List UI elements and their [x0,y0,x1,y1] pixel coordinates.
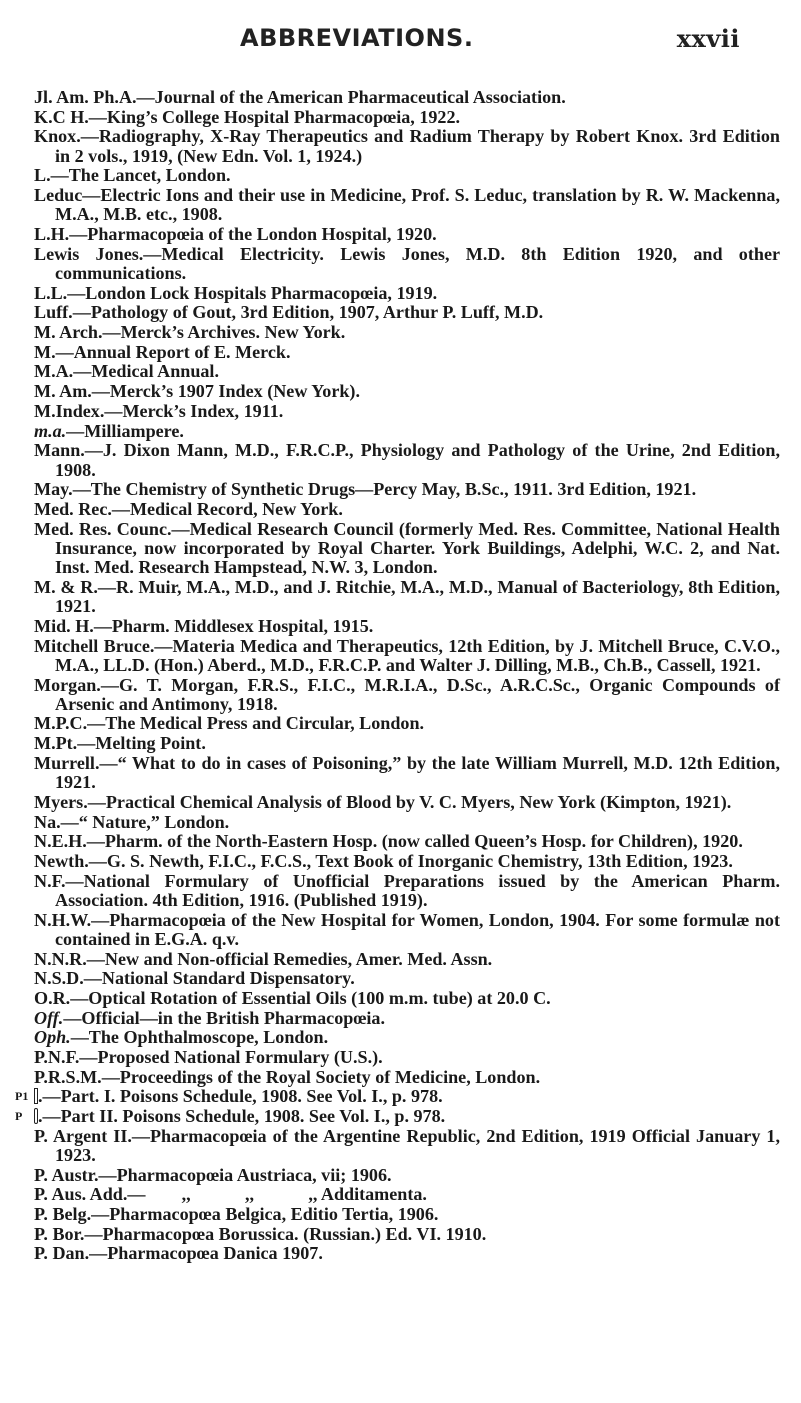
abbreviation-separator: — [69,224,88,245]
abbreviation-entry [34,754,780,793]
abbreviation-definition: Practical Chemical Analysis of Blood by V. C. Myers, New York (Kimpton, 1921). [105,791,732,812]
abbreviation-separator: — [91,909,110,930]
abbreviation-definition: Radiography, X-Ray Therapeutics and Radium Therapy by Robert Knox. 3rd Edition in 2 vols., 1919, (New Edn. Vol. 1, 1924.) [55,126,780,166]
abbreviation-entry [34,1244,780,1263]
abbreviation-entry [34,108,780,127]
abbreviation-separator: — [99,752,118,773]
page-title: ABBREVIATIONS. [240,24,474,52]
abbreviation-entry [34,617,780,636]
abbreviation-separator: — [111,498,130,519]
abbreviation-term: Mann. [34,440,85,461]
abbreviation-term: Oph. [34,1027,71,1048]
abbreviation-separator: — [91,381,110,402]
abbreviation-entry [34,578,780,617]
abbreviation-entry [34,245,780,284]
abbreviation-separator: — [87,791,106,812]
abbreviation-definition: Pathology of Gout, 3rd Edition, 1907, Arthur P. Luff, M.D. [90,302,544,323]
abbreviation-term: Myers. [34,791,88,812]
abbreviation-entry [34,441,780,480]
abbreviation-term: N.E.H. [34,831,87,852]
abbreviation-separator: — [65,870,84,891]
abbreviation-term: M. Arch. [34,322,103,343]
abbreviation-term: Med. Res. Counc. [34,518,172,539]
abbreviation-term: Na. [34,811,61,832]
abbreviation-term: M. [34,341,56,362]
abbreviation-entry [34,1068,780,1087]
abbreviation-definition: Medical Record, New York. [129,498,343,519]
abbreviation-entry [34,1048,780,1067]
abbreviation-definition: Optical Rotation of Essential Oils (100 m.m. tube) at 20.0 C. [88,987,551,1008]
abbreviation-term: P. Bor. [34,1223,85,1244]
abbreviation-separator: — [80,126,99,147]
abbreviation-definition: Pharmacopœa Borussica. (Russian.) Ed. VI. 1910. [102,1223,487,1244]
abbreviation-definition: Official—in the British Pharmacopœia. [81,1007,385,1028]
abbreviation-definition: Annual Report of E. Merck. [73,341,291,362]
abbreviation-definition: Pharmacopœia of the London Hospital, 1920. [87,224,437,245]
abbreviation-definition: London Lock Hospitals Pharmacopœia, 1919. [85,282,438,303]
abbreviation-definition: Medical Annual. [91,361,219,382]
abbreviation-definition: “ Nature,” London. [78,811,230,832]
abbreviation-entry [34,225,780,244]
abbreviation-term: P [34,1108,38,1124]
abbreviation-term: Morgan. [34,674,101,695]
abbreviation-separator: — [86,831,105,852]
abbreviation-term: M.Index. [34,400,105,421]
abbreviation-definition: Pharmacopœia of the Argentine Republic, 2nd Edition, 1919 Official January 1, 1923. [55,1125,781,1166]
abbreviation-definition: Pharmacopœia Austriaca, vii; 1906. [116,1164,392,1185]
abbreviation-entry [34,186,780,225]
abbreviation-entry [34,1127,780,1166]
abbreviation-definition: Proceedings of the Royal Society of Medicine, London. [119,1066,541,1087]
abbreviation-entry [34,969,780,988]
abbreviation-term: P1 [34,1088,38,1104]
abbreviation-entry [34,1205,780,1224]
abbreviation-term: M. & R. [34,576,98,597]
abbreviation-separator: — [63,1007,82,1028]
abbreviation-entry [34,362,780,381]
abbreviation-term: P. Dan. [34,1243,90,1264]
abbreviation-separator: — [101,1066,120,1087]
abbreviation-entry [34,500,780,519]
abbreviation-entry [34,637,780,676]
abbreviation-separator: — [84,1223,103,1244]
abbreviation-separator: — [143,243,162,264]
abbreviation-definition: Journal of the American Pharmaceutical Association. [154,87,566,107]
abbreviation-entry [34,911,780,950]
abbreviation-definition: G. S. Newth, F.I.C., F.C.S., Text Book of Inorganic Chemistry, 13th Edition, 1923. [106,850,733,871]
abbreviation-separator: — [84,440,103,461]
abbreviation-entry [34,989,780,1008]
abbreviation-entry [34,402,780,421]
abbreviation-separator: — [66,420,85,441]
abbreviation-definition: “ What to do in cases of Poisoning,” by the late William Murrell, M.D. 12th Edition, 1921. [55,752,780,793]
abbreviation-separator: — [86,948,105,969]
abbreviation-entry [34,284,780,303]
abbreviation-entry [34,1166,780,1185]
abbreviation-definition: Part II. Poisons Schedule, 1908. See Vol. I., p. 978. [60,1106,446,1127]
abbreviation-definition: R. Muir, M.A., M.D., and J. Ritchie, M.A., M.D., Manual of Bacteriology, 8th Edition, 1921. [55,576,781,617]
abbreviation-definition: Merck’s Index, 1911. [122,400,284,421]
abbreviation-definition: National Formulary of Unofficial Preparations issued by the American Pharm. Association. 4th Edition, 1916. (Published 1919). [55,870,780,910]
abbreviation-definition: Pharmacopœia of the New Hospital for Women, London, 1904. For some formulæ not contained in E.G.A. q.v. [55,909,780,949]
abbreviation-separator: — [104,400,123,421]
abbreviation-entry [34,422,780,441]
abbreviation-entry [34,676,780,715]
abbreviation-definition: Medical Research Council (formerly Med. Res. Committee, National Health Insurance, now incorporated by Royal Charter. York Buildings, Adelphi, W.C. 2, and Nat. Inst. Med. Research Hampstead, N.W. 3, London. [55,518,780,578]
abbreviation-separator: — [72,302,91,323]
abbreviation-separator: — [98,1164,117,1185]
abbreviation-list [15,87,781,1264]
abbreviation-separator: — [83,968,102,989]
page-header [240,20,740,56]
abbreviation-definition: G. T. Morgan, F.R.S., F.I.C., M.R.I.A., D.Sc., A.R.C.Sc., Organic Compounds of Arsenic and Antimony, 1918. [55,674,780,714]
abbreviation-definition: Medical Electricity. Lewis Jones, M.D. 8th Edition 1920, and other communications. [55,243,781,284]
abbreviation-entry [34,734,780,753]
abbreviation-term: Newth. [34,850,89,871]
abbreviation-term: L. [34,165,51,186]
abbreviation-term: Jl. Am. Ph.A. [34,87,137,107]
abbreviation-separator: — [154,635,173,656]
abbreviation-entry [34,520,780,578]
abbreviation-term: M. Am. [34,381,92,402]
abbreviation-entry [34,127,780,166]
abbreviation-entry [34,1185,780,1204]
abbreviation-entry [15,1106,780,1127]
abbreviation-term: Knox. [34,126,81,147]
abbreviation-definition: The Chemistry of Synthetic Drugs—Percy May, B.Sc., 1911. 3rd Edition, 1921. [90,479,697,500]
abbreviation-entry [15,1086,780,1107]
abbreviation-term: N.S.D. [34,968,84,989]
abbreviation-definition: ,, ,, ,, Additamenta. [145,1184,427,1205]
abbreviation-term: P. Belg. [34,1204,92,1225]
abbreviation-term: L.L. [34,282,68,303]
abbreviation-separator: — [102,322,121,343]
abbreviation-term: m.a. [34,420,67,441]
abbreviation-separator: — [100,674,119,695]
abbreviation-separator: — [55,341,74,362]
abbreviation-entry [34,950,780,969]
abbreviation-definition: The Ophthalmoscope, London. [88,1027,329,1048]
abbreviation-definition: Milliampere. [84,420,184,441]
abbreviation-entry [34,480,780,499]
abbreviation-separator: — [70,987,89,1008]
abbreviation-entry [34,1225,780,1244]
abbreviation-separator: — [73,361,92,382]
abbreviation-separator: — [67,282,86,303]
abbreviation-term: M.Pt. [34,733,78,754]
abbreviation-definition: The Lancet, London. [68,165,231,186]
abbreviation-separator: .— [38,1086,61,1107]
abbreviation-entry [34,813,780,832]
abbreviation-definition: Proposed National Formulary (U.S.). [97,1047,383,1067]
abbreviation-separator: — [136,87,155,107]
abbreviation-term: P. Aus. Add. [34,1184,128,1205]
abbreviation-separator: — [131,1125,150,1146]
abbreviation-term: Leduc [34,185,83,206]
abbreviation-separator: — [70,1027,89,1048]
abbreviation-definition: Pharmacopœa Belgica, Editio Tertia, 1906. [109,1204,439,1225]
abbreviation-entry [34,1028,780,1047]
abbreviation-entry [34,343,780,362]
abbreviation-term: Lewis Jones. [34,243,144,264]
abbreviation-term: N.F. [34,870,66,891]
abbreviation-term: K.C H. [34,106,89,127]
abbreviation-term: L.H. [34,224,70,245]
abbreviation-term: Off. [34,1007,64,1028]
abbreviation-separator: — [91,1204,110,1225]
abbreviation-term: Murrell. [34,752,100,773]
abbreviation-definition: Pharm. of the North-Eastern Hosp. (now called Queen’s Hosp. for Children), 1920. [104,831,743,852]
abbreviation-definition: National Standard Dispensatory. [101,968,355,989]
abbreviation-entry [34,323,780,342]
abbreviation-term: O.R. [34,987,71,1008]
abbreviation-separator: — [72,479,91,500]
abbreviation-entry [34,88,780,107]
abbreviation-entry [34,832,780,851]
abbreviation-term: P.R.S.M. [34,1066,102,1087]
abbreviation-separator: — [88,850,107,871]
abbreviation-definition: Merck’s Archives. New York. [120,322,346,343]
abbreviation-definition: Pharmacopœa Danica 1907. [107,1243,323,1264]
abbreviation-term: P. Austr. [34,1164,99,1185]
abbreviation-definition: New and Non-official Remedies, Amer. Med. Assn. [104,948,493,969]
abbreviation-term: Luff. [34,302,73,323]
abbreviation-definition: Part. I. Poisons Schedule, 1908. See Vol. I., p. 978. [60,1086,443,1107]
abbreviation-term: M.A. [34,361,74,382]
abbreviation-definition: Merck’s 1907 Index (New York). [109,381,360,402]
abbreviation-separator: — [50,165,69,186]
abbreviation-entry [34,1009,780,1028]
abbreviation-term: P. Argent II. [34,1125,132,1146]
abbreviation-separator: — [89,1243,108,1264]
abbreviation-term: P.N.F. [34,1047,80,1067]
abbreviation-term: May. [34,479,73,500]
abbreviation-definition: Materia Medica and Therapeutics, 12th Edition, by J. Mitchell Bruce, C.V.O., M.A., LL.D. (Hon.) Aberd., M.D., F.R.C.P. and Walter J. Dilling, M.B., Ch.B., Cassell, 1921. [55,635,780,675]
abbreviation-separator: — [82,185,101,206]
abbreviation-term: Mitchell Bruce. [34,635,155,656]
abbreviation-separator: — [171,518,190,539]
abbreviation-term: N.H.W. [34,909,92,930]
abbreviation-separator: — [127,1184,146,1205]
abbreviation-separator: — [60,811,79,832]
abbreviation-entry [34,872,780,911]
abbreviation-term: Med. Rec. [34,498,112,519]
abbreviation-entry [34,303,780,322]
abbreviation-term: Mid. H. [34,615,94,636]
abbreviation-definition: Electric Ions and their use in Medicine, Prof. S. Leduc, translation by R. W. Mackenna, M.A., M.B. etc., 1908. [55,185,780,225]
abbreviation-entry [34,852,780,871]
abbreviation-separator: — [87,713,106,734]
abbreviation-separator: — [79,1047,98,1067]
abbreviation-entry [34,793,780,812]
page-number: xxvii [676,23,740,53]
abbreviation-separator: — [88,106,107,127]
abbreviation-entry [34,166,780,185]
abbreviation-definition: J. Dixon Mann, M.D., F.R.C.P., Physiology and Pathology of the Urine, 2nd Edition, 1908. [55,440,780,480]
abbreviation-definition: King’s College Hospital Pharmacopœia, 1922. [106,106,461,127]
abbreviation-term: N.N.R. [34,948,87,969]
abbreviation-definition: The Medical Press and Circular, London. [105,713,425,734]
abbreviation-separator: — [97,576,116,597]
abbreviation-separator: .— [38,1106,61,1127]
abbreviation-separator: — [93,615,112,636]
abbreviation-term: M.P.C. [34,713,88,734]
abbreviation-separator: — [77,733,96,754]
abbreviation-entry [34,382,780,401]
abbreviation-definition: Pharm. Middlesex Hospital, 1915. [111,615,374,636]
abbreviation-definition: Melting Point. [95,733,206,754]
abbreviation-entry [34,714,780,733]
